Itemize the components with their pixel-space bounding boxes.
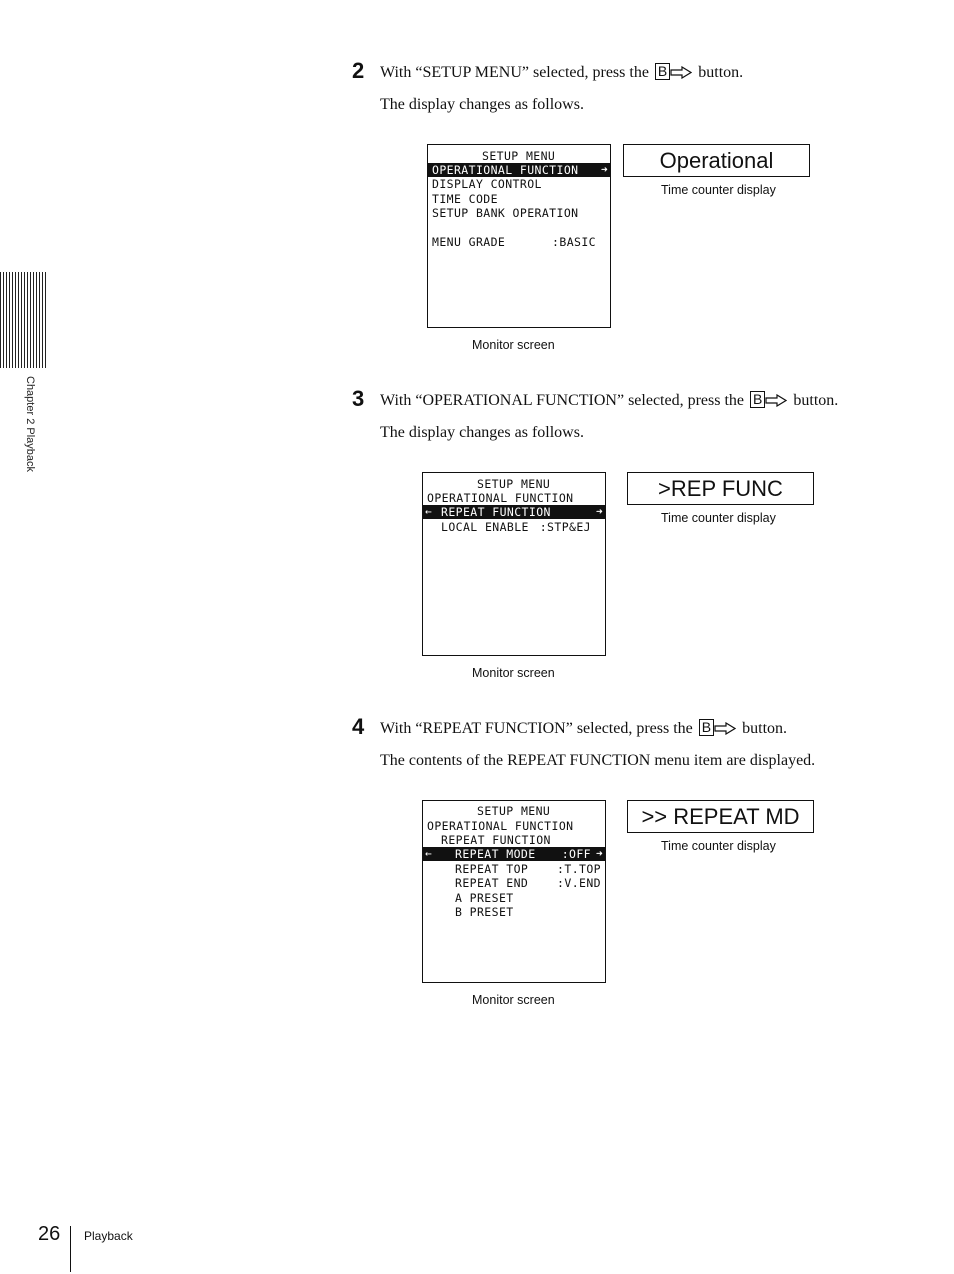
left-arrow-icon: ←: [425, 847, 433, 860]
monitor-screen: [427, 144, 611, 328]
left-arrow-icon: ←: [425, 505, 433, 518]
time-counter-display: Operational: [623, 144, 810, 177]
right-arrow-icon: [714, 722, 736, 735]
step-instruction: [380, 719, 787, 739]
instruction-text-end: button.: [738, 720, 788, 737]
menu-path: REPEAT FUNCTION: [441, 833, 551, 847]
right-arrow-icon: [765, 394, 787, 407]
menu-title: SETUP MENU: [477, 804, 551, 818]
chapter-tab-label: Chapter 2 Playback: [24, 376, 36, 472]
step-result: The display changes as follows.: [380, 424, 584, 441]
menu-item: B PRESET: [455, 905, 514, 919]
step-number: 2: [352, 58, 365, 83]
step-instruction: [380, 63, 743, 83]
time-counter-display: >> REPEAT MD: [627, 800, 814, 833]
menu-item: DISPLAY CONTROL: [432, 177, 542, 191]
menu-item: LOCAL ENABLE :STP&EJ: [441, 520, 591, 534]
instruction-text-end: button.: [789, 392, 839, 409]
time-counter-caption: Time counter display: [661, 183, 776, 197]
instruction-text: With “REPEAT FUNCTION” selected, press the: [380, 720, 697, 737]
monitor-screen: [422, 800, 606, 983]
step-number: 3: [352, 386, 365, 411]
right-arrow-icon: ➜: [595, 505, 603, 518]
time-counter-display: >REP FUNC: [627, 472, 814, 505]
chapter-tab-stripes: [0, 272, 47, 368]
right-arrow-icon: [670, 66, 692, 79]
menu-value: :STP&EJ: [539, 520, 591, 534]
menu-path: OPERATIONAL FUNCTION: [427, 819, 574, 833]
menu-item-selected: ← REPEAT MODE :OFF ➜: [425, 847, 603, 861]
menu-item: REPEAT TOP :T.TOP: [455, 862, 601, 876]
menu-item-selected: OPERATIONAL FUNCTION ➜: [428, 163, 610, 177]
menu-item: MENU GRADE :BASIC: [432, 235, 596, 249]
menu-item: REPEAT END :V.END: [455, 876, 601, 890]
menu-path: OPERATIONAL FUNCTION: [427, 491, 574, 505]
time-counter-caption: Time counter display: [661, 511, 776, 525]
step-result: The contents of the REPEAT FUNCTION menu item are displayed.: [380, 752, 816, 769]
menu-item: SETUP BANK OPERATION: [432, 206, 579, 220]
menu-value: :BASIC: [552, 235, 596, 249]
monitor-caption: Monitor screen: [472, 338, 555, 352]
right-arrow-icon: ➜: [595, 847, 603, 860]
page-number: 26: [38, 1223, 61, 1245]
b-button-icon: B: [699, 719, 714, 736]
b-button-icon: B: [750, 391, 765, 408]
step-instruction: [380, 391, 838, 411]
menu-item: A PRESET: [455, 891, 514, 905]
b-button-icon: B: [655, 63, 670, 80]
menu-item: TIME CODE: [432, 192, 498, 206]
step-result: The display changes as follows.: [380, 96, 584, 113]
menu-value: :V.END: [557, 876, 601, 890]
step-number: 4: [352, 714, 365, 739]
footer-divider: [70, 1226, 71, 1272]
menu-value: :T.TOP: [557, 862, 601, 876]
menu-item-selected: ← REPEAT FUNCTION ➜: [425, 505, 603, 519]
monitor-caption: Monitor screen: [472, 666, 555, 680]
footer-section-label: Playback: [84, 1229, 133, 1243]
monitor-caption: Monitor screen: [472, 993, 555, 1007]
instruction-text: With “SETUP MENU” selected, press the: [380, 64, 653, 81]
monitor-screen: [422, 472, 606, 656]
menu-title: SETUP MENU: [482, 149, 556, 163]
right-arrow-icon: ➜: [600, 163, 608, 176]
menu-value: :OFF: [561, 847, 591, 861]
menu-title: SETUP MENU: [477, 477, 551, 491]
time-counter-caption: Time counter display: [661, 839, 776, 853]
instruction-text: With “OPERATIONAL FUNCTION” selected, press the: [380, 392, 749, 409]
instruction-text-end: button.: [694, 64, 744, 81]
